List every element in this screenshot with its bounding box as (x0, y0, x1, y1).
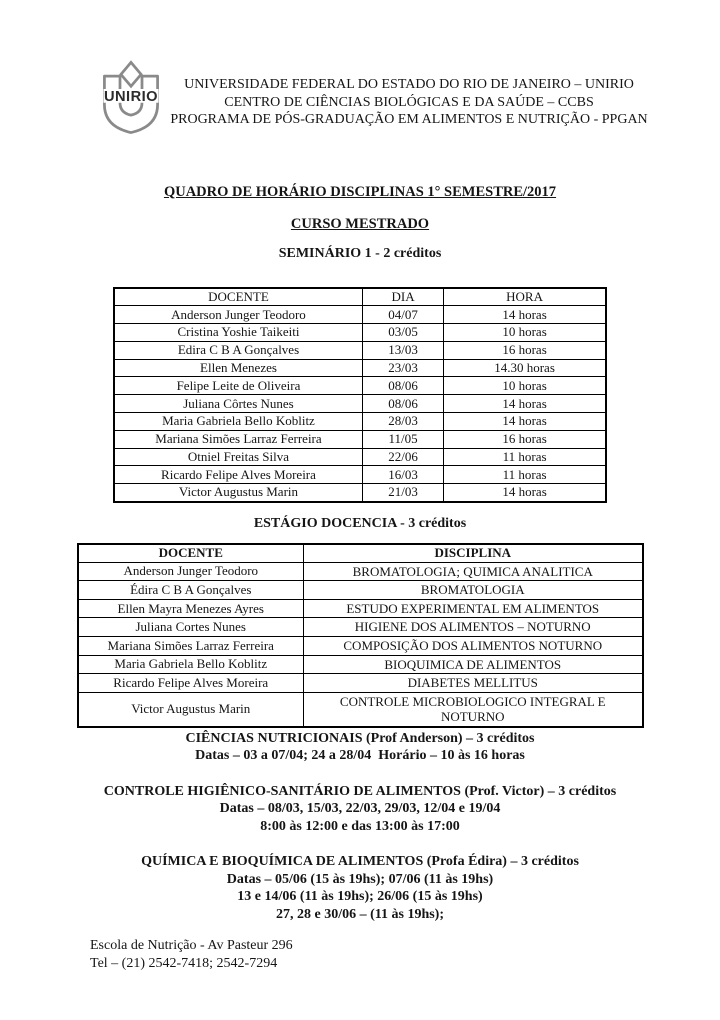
hora-cell: 14 horas (444, 395, 606, 413)
seminario-heading: SEMINÁRIO 1 - 2 créditos (278, 246, 442, 261)
org-line-university: UNIVERSIDADE FEDERAL DO ESTADO DO RIO DE JANEIRO – UNIRIO (184, 77, 634, 93)
docente-cell: Maria Gabriela Bello Koblitz (78, 655, 304, 674)
table-row (114, 324, 606, 342)
table-row (78, 692, 643, 727)
table-row (78, 562, 643, 581)
seminario-header-row (114, 288, 606, 306)
page-title: QUADRO DE HORÁRIO DISCIPLINAS 1° SEMESTRE/2017 (163, 184, 557, 200)
docente-cell: Edira C B A Gonçalves (114, 341, 362, 359)
dia-cell: 04/07 (362, 306, 443, 324)
estagio-heading: ESTÁGIO DOCENCIA - 3 créditos (253, 515, 467, 531)
dia-cell: 21/03 (362, 484, 443, 502)
footer-phone: Tel – (21) 2542-7418; 2542-7294 (90, 955, 278, 971)
section-line: Datas – 08/03, 15/03, 22/03, 29/03, 12/04 e 19/04 (219, 801, 501, 817)
dia-cell: 13/03 (362, 341, 443, 359)
docente-cell: Otniel Freitas Silva (114, 448, 362, 466)
estagio-col-docente: DOCENTE (78, 544, 304, 563)
disciplina-cell: BROMATOLOGIA; QUIMICA ANALITICA (304, 562, 643, 581)
table-row (114, 359, 606, 377)
table-row (78, 655, 643, 674)
section-quimica-bioquimica (0, 853, 720, 923)
section-line: 8:00 às 12:00 e das 13:00 às 17:00 (260, 818, 460, 834)
hora-cell: 16 horas (444, 430, 606, 448)
hora-cell: 10 horas (444, 377, 606, 395)
table-row (114, 377, 606, 395)
table-row (114, 430, 606, 448)
section-controle-higienico (0, 783, 720, 836)
unirio-logo (98, 60, 168, 145)
docente-cell: Édira C B A Gonçalves (78, 581, 304, 600)
docente-cell: Victor Augustus Marin (114, 484, 362, 502)
dia-cell: 08/06 (362, 377, 443, 395)
disciplina-cell: DIABETES MELLITUS (304, 674, 643, 693)
org-lines (168, 76, 650, 129)
docente-cell: Ricardo Felipe Alves Moreira (78, 674, 304, 693)
disciplina-cell: CONTROLE MICROBIOLOGICO INTEGRAL E NOTURNO (304, 692, 643, 727)
table-row (114, 395, 606, 413)
docente-cell: Ricardo Felipe Alves Moreira (114, 466, 362, 484)
section-line: Datas – 05/06 (15 às 19hs); 07/06 (11 às 19hs) (226, 871, 494, 887)
table-row (78, 618, 643, 637)
docente-cell: Victor Augustus Marin (78, 692, 304, 727)
table-row (114, 466, 606, 484)
section-title: CIÊNCIAS NUTRICIONAIS (Prof Anderson) – 3 créditos (185, 730, 535, 746)
footer (90, 937, 720, 972)
table-row (114, 341, 606, 359)
org-line-center: CENTRO DE CIÊNCIAS BIOLÓGICAS E DA SAÚDE – CCBS (224, 94, 594, 110)
disciplina-cell: BIOQUIMICA DE ALIMENTOS (304, 655, 643, 674)
disciplina-cell: HIGIENE DOS ALIMENTOS – NOTURNO (304, 618, 643, 637)
dia-cell: 16/03 (362, 466, 443, 484)
table-row (78, 674, 643, 693)
section-line: 27, 28 e 30/06 – (11 às 19hs); (276, 906, 444, 922)
hora-cell: 14.30 horas (444, 359, 606, 377)
section-title: CONTROLE HIGIÊNICO-SANITÁRIO DE ALIMENTOS (Prof. Victor) – 3 créditos (103, 783, 617, 799)
hora-cell: 10 horas (444, 324, 606, 342)
table-row (114, 413, 606, 431)
hora-cell: 14 horas (444, 306, 606, 324)
section-line: Datas – 03 a 07/04; 24 a 28/04 Horário – 10 às 16 horas (195, 748, 525, 764)
doc-header (98, 60, 650, 145)
disciplina-cell: ESTUDO EXPERIMENTAL EM ALIMENTOS (304, 599, 643, 618)
hora-cell: 11 horas (444, 448, 606, 466)
table-row (114, 448, 606, 466)
footer-address: Escola de Nutrição - Av Pasteur 296 (90, 938, 293, 954)
dia-cell: 23/03 (362, 359, 443, 377)
seminario-table (113, 287, 607, 503)
title-block (0, 184, 720, 262)
table-row (78, 599, 643, 618)
table-row (114, 484, 606, 502)
hora-cell: 14 horas (444, 413, 606, 431)
disciplina-cell: BROMATOLOGIA (304, 581, 643, 600)
seminario-col-docente: DOCENTE (114, 288, 362, 306)
unirio-logo-icon (98, 60, 164, 140)
docente-cell: Cristina Yoshie Taikeiti (114, 324, 362, 342)
unirio-logo-text: UNIRIO (103, 88, 159, 105)
dia-cell: 28/03 (362, 413, 443, 431)
docente-cell: Juliana Côrtes Nunes (114, 395, 362, 413)
docente-cell: Felipe Leite de Oliveira (114, 377, 362, 395)
dia-cell: 03/05 (362, 324, 443, 342)
dia-cell: 08/06 (362, 395, 443, 413)
dia-cell: 22/06 (362, 448, 443, 466)
hora-cell: 11 horas (444, 466, 606, 484)
docente-cell: Mariana Simões Larraz Ferreira (78, 637, 304, 656)
table-row (114, 306, 606, 324)
dia-cell: 11/05 (362, 430, 443, 448)
docente-cell: Mariana Simões Larraz Ferreira (114, 430, 362, 448)
estagio-header-row (78, 544, 643, 563)
table-row (78, 637, 643, 656)
docente-cell: Maria Gabriela Bello Koblitz (114, 413, 362, 431)
course-title: CURSO MESTRADO (290, 216, 430, 232)
estagio-table (77, 543, 644, 728)
docente-cell: Anderson Junger Teodoro (114, 306, 362, 324)
section-line: 13 e 14/06 (11 às 19hs); 26/06 (15 às 19hs) (237, 889, 483, 905)
hora-cell: 16 horas (444, 341, 606, 359)
seminario-col-hora: HORA (444, 288, 606, 306)
org-line-program: PROGRAMA DE PÓS-GRADUAÇÃO EM ALIMENTOS E NUTRIÇÃO - PPGAN (170, 112, 648, 128)
document-page (0, 60, 720, 1020)
section-ciencias-nutricionais (0, 730, 720, 765)
docente-cell: Ellen Menezes (114, 359, 362, 377)
hora-cell: 14 horas (444, 484, 606, 502)
table-row (78, 581, 643, 600)
docente-cell: Anderson Junger Teodoro (78, 562, 304, 581)
disciplina-cell: COMPOSIÇÃO DOS ALIMENTOS NOTURNO (304, 637, 643, 656)
estagio-col-disciplina: DISCIPLINA (304, 544, 643, 563)
section-title: QUÍMICA E BIOQUÍMICA DE ALIMENTOS (Profa Édira) – 3 créditos (141, 854, 579, 870)
seminario-col-dia: DIA (362, 288, 443, 306)
docente-cell: Ellen Mayra Menezes Ayres (78, 599, 304, 618)
docente-cell: Juliana Cortes Nunes (78, 618, 304, 637)
